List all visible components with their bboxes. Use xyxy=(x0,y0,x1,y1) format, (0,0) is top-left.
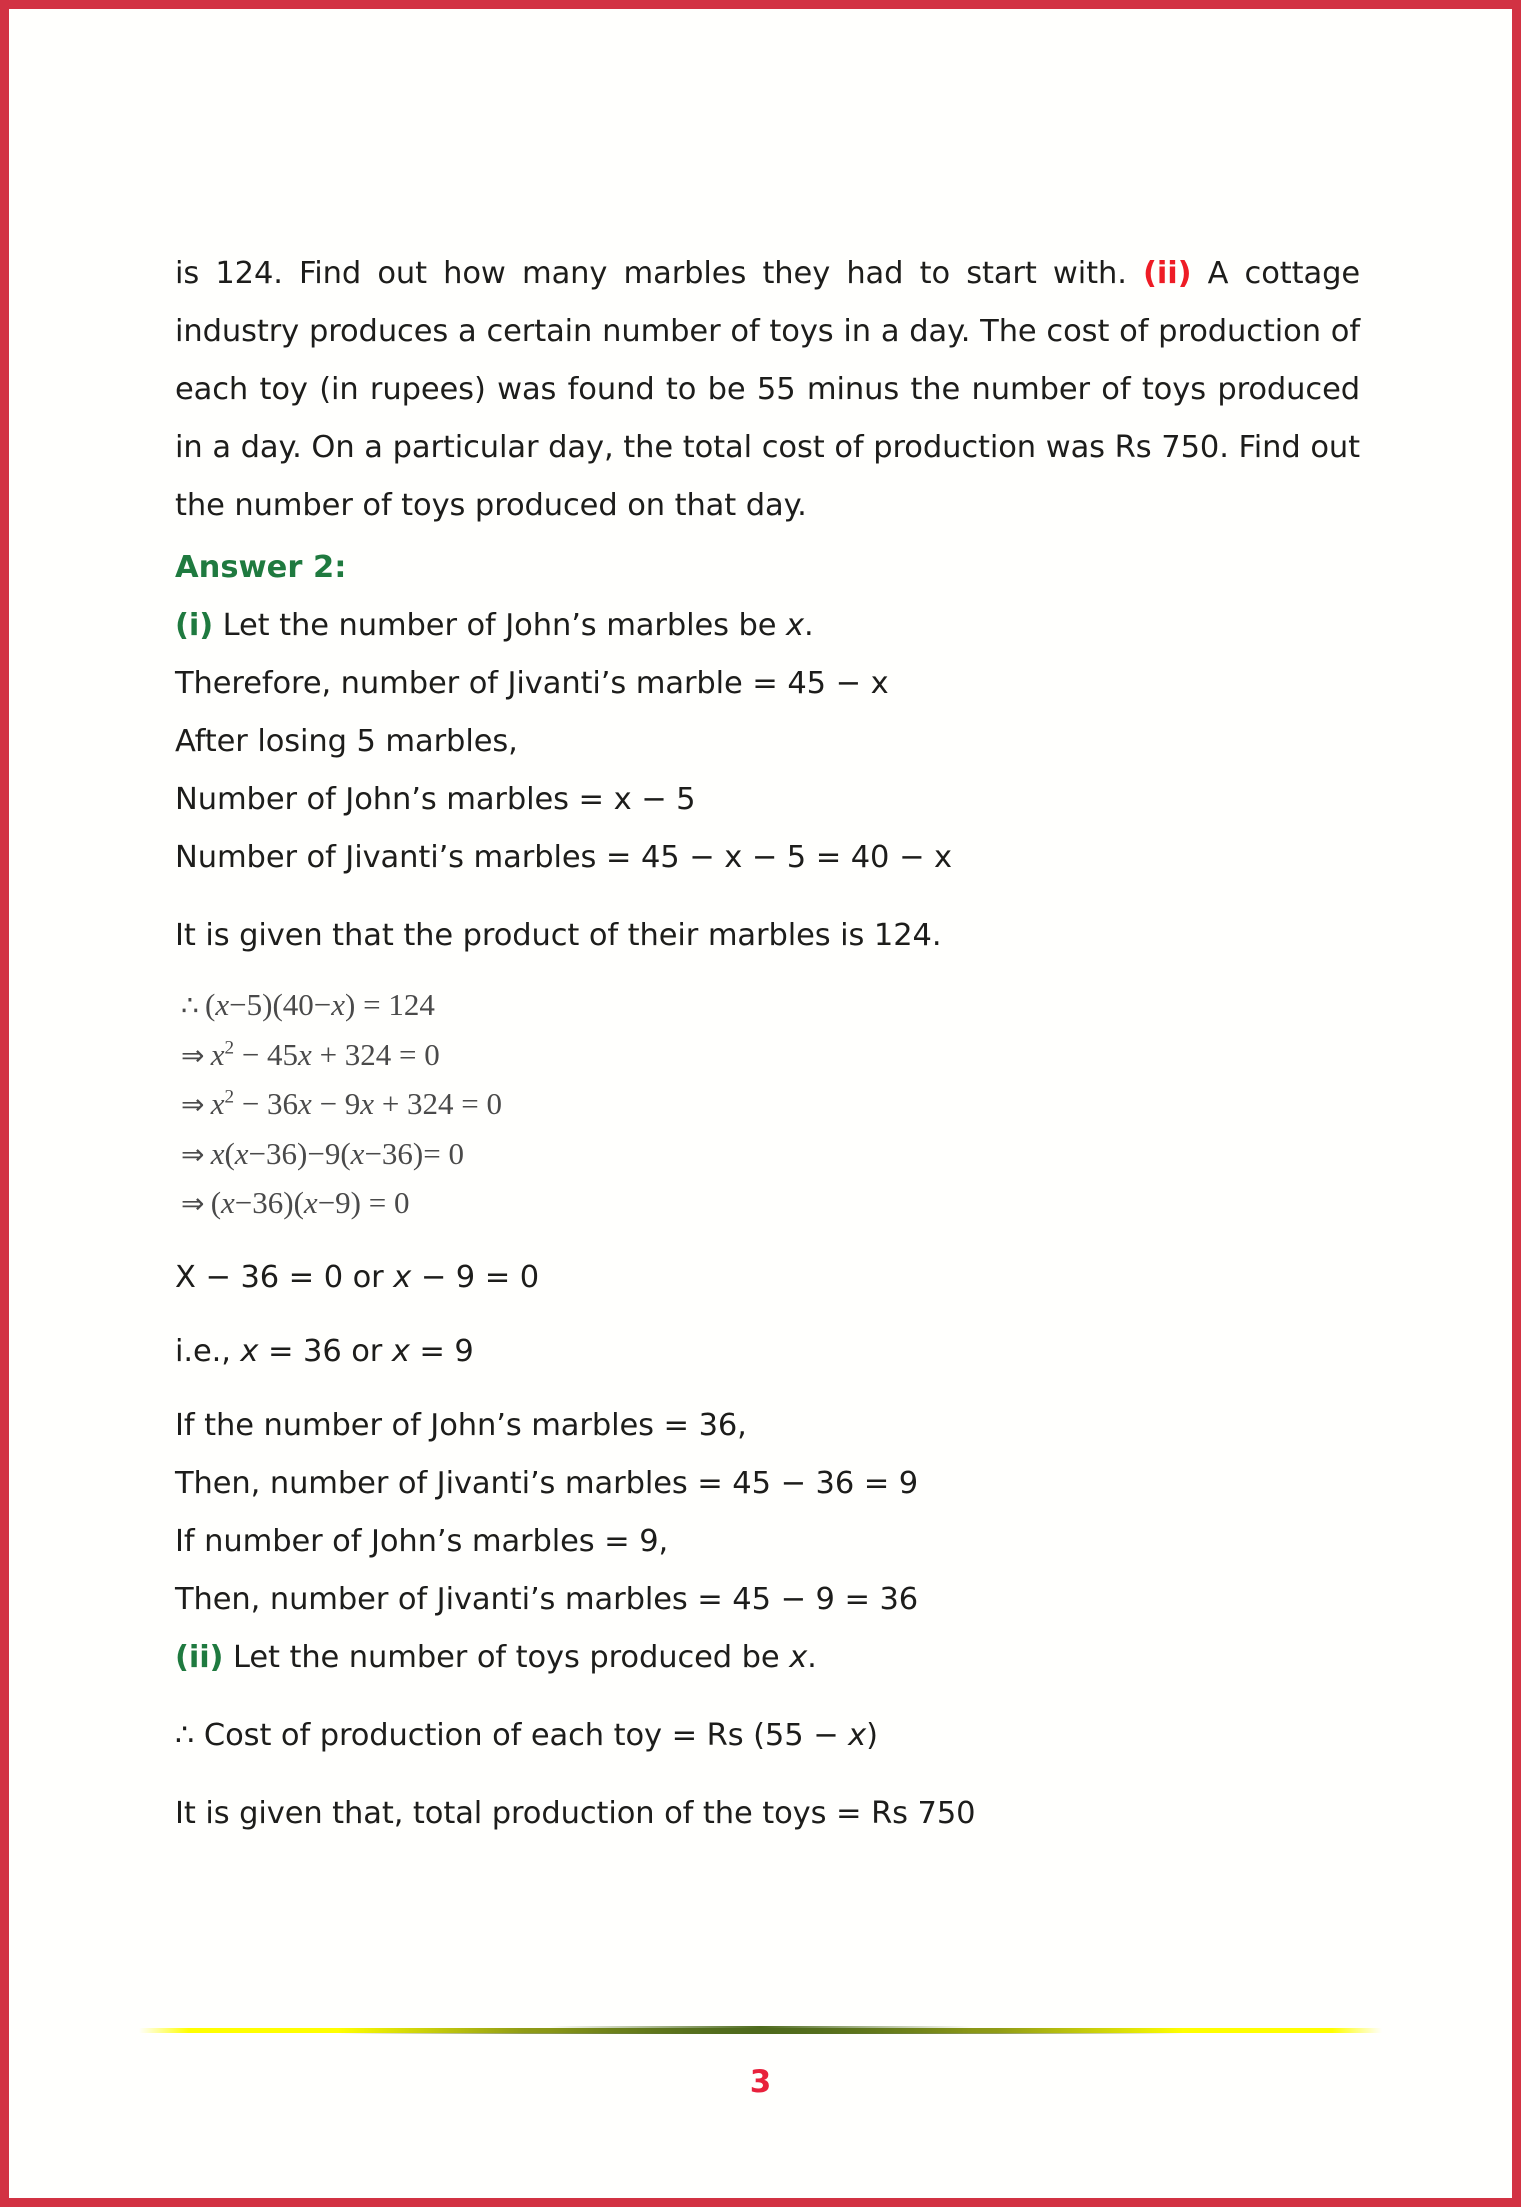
answer-line-cost xyxy=(175,1707,1360,1765)
page-content xyxy=(175,245,1360,1843)
cost-text-b: ) xyxy=(866,1717,878,1753)
part-ii-text-a: Let the number of toys produced be xyxy=(223,1639,790,1675)
part-ii-text-b: . xyxy=(807,1639,817,1675)
question-paragraph xyxy=(175,245,1360,535)
page-number: 3 xyxy=(749,2064,772,2100)
answer-case-line-4: Then, number of Jivanti’s marbles = 45 − 9 = 36 xyxy=(175,1581,919,1617)
answer-line-total-production: It is given that, total production of the toys = Rs 750 xyxy=(175,1795,976,1831)
question-text-before-marker: is 124. Find out how many marbles they had to start with. xyxy=(175,256,1144,291)
answer-line-jivanti-marble: Therefore, number of Jivanti’s marble = 45 − x xyxy=(175,666,889,701)
answer-line-john-marbles: Number of John’s marbles = x − 5 xyxy=(175,782,696,817)
part-i-text-b: . xyxy=(804,608,814,643)
footer-rule-olive-core xyxy=(549,2026,972,2034)
answer-line-jivanti-marbles: Number of Jivanti’s marbles = 45 − x − 5 = 40 − x xyxy=(175,840,952,875)
equation-line-1: ∴ (x−5)(40−x) = 124 xyxy=(181,987,435,1022)
page-footer xyxy=(9,2022,1512,2142)
equation-line-4: ⇒ x(x−36)−9(x−36)= 0 xyxy=(181,1135,464,1171)
question-text-after-marker: A cottage industry produces a certain number of toys in a day. The cost of production of each toy (in rupees) was found to be 55 minus the number of toys produced in a day. On a particular day, the total cost of production was Rs 750. Find out the number of toys produced on that day. xyxy=(175,256,1360,523)
part-i-variable: x xyxy=(786,608,804,643)
answer-heading: Answer 2: xyxy=(175,550,347,585)
answer-case-line-3: If number of John’s marbles = 9, xyxy=(175,1523,669,1559)
equation-line-5: ⇒ (x−36)(x−9) = 0 xyxy=(181,1185,410,1220)
answer-line-roots: X − 36 = 0 or x − 9 = 0 xyxy=(175,1259,540,1295)
part-i-text-a: Let the number of John’s marbles be xyxy=(213,608,787,643)
answer-line-given-product: It is given that the product of their marbles is 124. xyxy=(175,918,942,953)
answer-line-after-losing: After losing 5 marbles, xyxy=(175,724,518,759)
answer-line-ie: i.e., x = 36 or x = 9 xyxy=(175,1333,474,1369)
cost-variable: x xyxy=(848,1717,867,1753)
equation-block xyxy=(181,981,1360,1229)
answer-part-ii-intro xyxy=(175,1629,1360,1687)
answer-part-i-intro xyxy=(175,597,1360,655)
answer-case-line-1: If the number of John’s marbles = 36, xyxy=(175,1407,747,1443)
part-ii-marker: (ii) xyxy=(175,1639,224,1675)
footer-decorative-rule xyxy=(139,2022,1382,2038)
question-marker-ii: (ii) xyxy=(1143,256,1192,291)
cost-text-a: ∴ Cost of production of each toy = Rs (55 − xyxy=(175,1717,849,1753)
part-ii-variable: x xyxy=(789,1639,808,1675)
equation-line-3: ⇒ $x^2 - 36x - 9x + 324 = 0$ xyxy=(181,1086,503,1121)
part-i-marker: (i) xyxy=(175,608,214,643)
answer-case-line-2: Then, number of Jivanti’s marbles = 45 − 36 = 9 xyxy=(175,1465,919,1501)
equation-line-2: ⇒ $x^2 - 45x + 324 = 0$ xyxy=(181,1036,440,1072)
